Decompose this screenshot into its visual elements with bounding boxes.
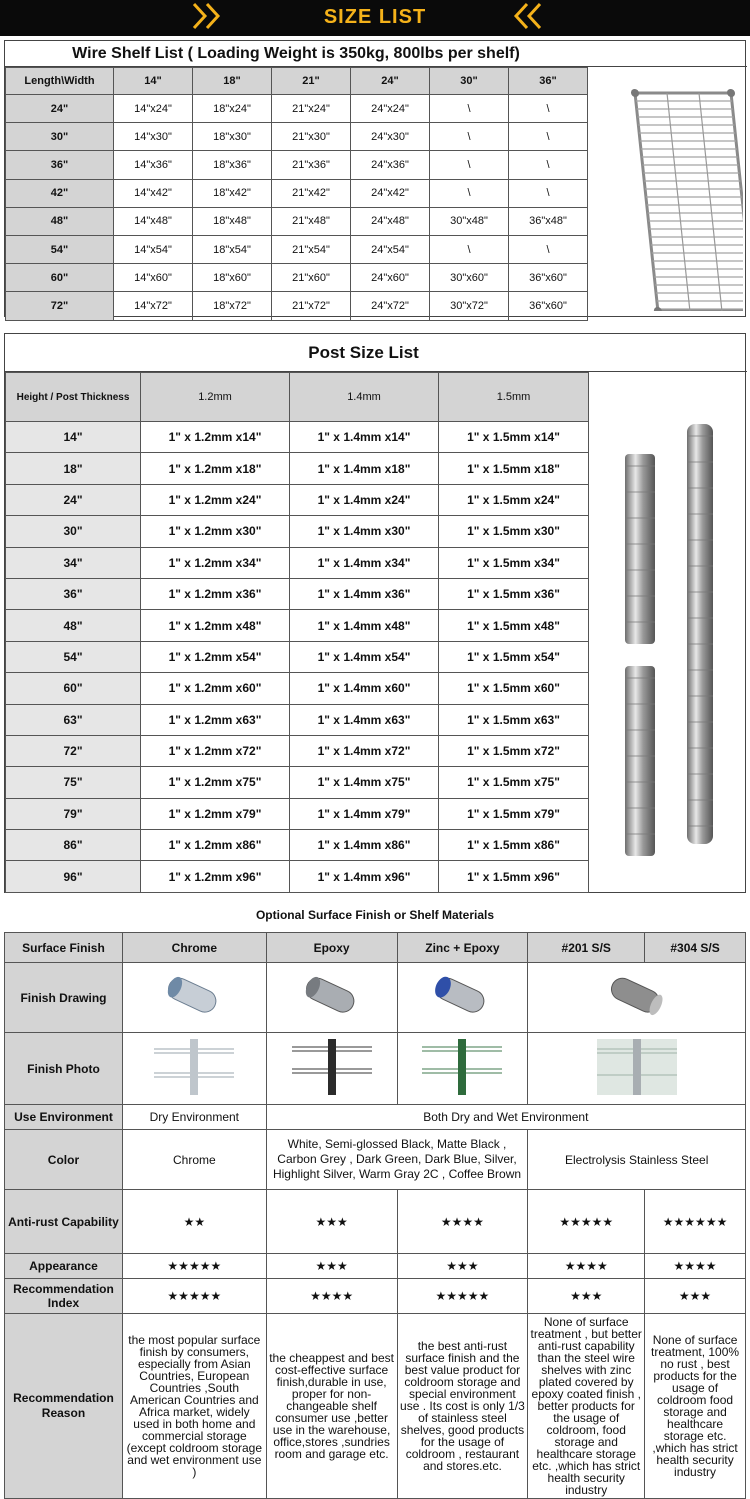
post-size-cell: 1" x 1.4mm x24"	[290, 484, 439, 515]
ss-photo	[528, 1033, 746, 1105]
post-size-cell: 1" x 1.5mm x36"	[439, 578, 589, 609]
tube-stainless-icon	[602, 971, 672, 1021]
wire-shelf-image	[595, 71, 743, 311]
post-size-cell: 1" x 1.5mm x34"	[439, 547, 589, 578]
shelf-size-cell: 21"x60"	[272, 264, 351, 292]
shelf-size-cell: 14"x48"	[114, 207, 193, 235]
appearance-rating: ★★★★★	[122, 1254, 266, 1279]
post-row	[6, 610, 589, 641]
chrome-drawing	[122, 963, 266, 1033]
shelf-size-cell: 18"x48"	[193, 207, 272, 235]
post-size-cell: 1" x 1.2mm x30"	[141, 516, 290, 547]
post-size-cell: 1" x 1.4mm x36"	[290, 578, 439, 609]
appearance-label: Appearance	[5, 1254, 123, 1279]
color-chrome: Chrome	[122, 1130, 266, 1190]
shelf-corner-header: Length\Width	[6, 68, 114, 95]
use-env-label: Use Environment	[5, 1105, 123, 1130]
finish-photo-label: Finish Photo	[5, 1033, 123, 1105]
post-size-cell: 1" x 1.2mm x60"	[141, 673, 290, 704]
shelf-size-cell: 21"x24"	[272, 95, 351, 123]
shelf-size-cell: 21"x48"	[272, 207, 351, 235]
reason-201-ss: None of surface treatment , but better anti-rust capability than the steel wire shelves with zinc plated covered by epoxy coated finish , better products for the usage of coldroom, food storage and healthcare storage etc. ,which has strict health security industry	[528, 1314, 645, 1499]
shelf-row	[6, 207, 588, 235]
shelf-size-cell: \	[430, 123, 509, 151]
post-size-cell: 1" x 1.4mm x14"	[290, 422, 439, 453]
epoxy-photo	[266, 1033, 397, 1105]
shelf-size-cell: 14"x36"	[114, 151, 193, 179]
shelf-size-cell: 24"x36"	[351, 151, 430, 179]
post-size-cell: 1" x 1.2mm x34"	[141, 547, 290, 578]
post-height-label: 48"	[6, 610, 141, 641]
post-size-cell: 1" x 1.5mm x18"	[439, 453, 589, 484]
env-chrome: Dry Environment	[122, 1105, 266, 1130]
post-row	[6, 453, 589, 484]
epoxy-drawing	[266, 963, 397, 1033]
post-thickness-header: 1.2mm	[141, 373, 290, 422]
color-label: Color	[5, 1130, 123, 1190]
post-size-cell: 1" x 1.5mm x72"	[439, 735, 589, 766]
shelf-size-cell: 14"x60"	[114, 264, 193, 292]
post-height-label: 14"	[6, 422, 141, 453]
post-size-cell: 1" x 1.5mm x14"	[439, 422, 589, 453]
post-row	[6, 704, 589, 735]
post-thickness-header: 1.5mm	[439, 373, 589, 422]
antirust-rating: ★★★★★	[528, 1190, 645, 1254]
shelf-row	[6, 179, 588, 207]
shelf-size-cell: 30"x60"	[430, 264, 509, 292]
shelf-size-cell: 21"x36"	[272, 151, 351, 179]
post-height-label: 79"	[6, 798, 141, 829]
post-size-cell: 1" x 1.4mm x30"	[290, 516, 439, 547]
antirust-rating: ★★★	[266, 1190, 397, 1254]
shelf-length-label: 42"	[6, 179, 114, 207]
post-size-cell: 1" x 1.2mm x72"	[141, 735, 290, 766]
reason-304-ss: None of surface treatment, 100% no rust , best products for the usage of coldroom food storage and healthcare storage etc. ,which has strict health security industry	[645, 1314, 746, 1499]
shelf-size-cell: 36"x60"	[509, 264, 588, 292]
post-size-cell: 1" x 1.5mm x60"	[439, 673, 589, 704]
shelf-row	[6, 264, 588, 292]
post-size-cell: 1" x 1.5mm x79"	[439, 798, 589, 829]
shelf-length-label: 60"	[6, 264, 114, 292]
post-size-cell: 1" x 1.5mm x86"	[439, 830, 589, 861]
shelf-size-cell: 14"x30"	[114, 123, 193, 151]
tube-zinc-epoxy-icon	[427, 971, 497, 1021]
shelf-size-cell: \	[509, 95, 588, 123]
post-grid	[5, 372, 589, 893]
post-size-cell: 1" x 1.4mm x48"	[290, 610, 439, 641]
shelf-length-label: 54"	[6, 235, 114, 263]
shelf-grid	[5, 67, 588, 321]
shelf-size-cell: 24"x48"	[351, 207, 430, 235]
post-table-title: Post Size List	[5, 334, 747, 372]
post-size-cell: 1" x 1.2mm x18"	[141, 453, 290, 484]
post-height-label: 96"	[6, 861, 141, 892]
appearance-rating: ★★★★	[528, 1254, 645, 1279]
post-size-cell: 1" x 1.2mm x54"	[141, 641, 290, 672]
post-size-cell: 1" x 1.2mm x63"	[141, 704, 290, 735]
shelf-row	[6, 123, 588, 151]
post-size-table	[4, 333, 746, 893]
header-banner	[0, 0, 750, 36]
shelf-length-label: 72"	[6, 292, 114, 320]
shelf-size-cell: 18"x36"	[193, 151, 272, 179]
shelf-size-cell: \	[430, 179, 509, 207]
post-size-cell: 1" x 1.2mm x96"	[141, 861, 290, 892]
post-size-cell: 1" x 1.2mm x86"	[141, 830, 290, 861]
index-rating: ★★★★★	[122, 1279, 266, 1314]
post-row	[6, 830, 589, 861]
reason-epoxy: the cheappest and best cost-effective surface finish,durable in use, proper for non-changeable shelf consumer use ,better use in the warehouse, office,stores ,sundries room and garage etc.	[266, 1314, 397, 1499]
post-size-cell: 1" x 1.2mm x24"	[141, 484, 290, 515]
post-size-cell: 1" x 1.2mm x75"	[141, 767, 290, 798]
tube-epoxy-icon	[297, 971, 367, 1021]
shelf-size-cell: 21"x30"	[272, 123, 351, 151]
post-size-cell: 1" x 1.4mm x63"	[290, 704, 439, 735]
shelf-size-cell: 30"x48"	[430, 207, 509, 235]
shelf-size-cell: 14"x42"	[114, 179, 193, 207]
post-size-cell: 1" x 1.5mm x54"	[439, 641, 589, 672]
col-304-ss: #304 S/S	[645, 933, 746, 963]
shelf-size-cell: 18"x72"	[193, 292, 272, 320]
appearance-rating: ★★★★	[645, 1254, 746, 1279]
shelf-size-cell: 24"x30"	[351, 123, 430, 151]
shelf-size-cell: 30"x72"	[430, 292, 509, 320]
shelf-width-header: 36"	[509, 68, 588, 95]
shelf-size-cell: 18"x42"	[193, 179, 272, 207]
post-corner-header: Height / Post Thickness	[6, 373, 141, 422]
post-row	[6, 861, 589, 892]
shelf-size-cell: 14"x72"	[114, 292, 193, 320]
shelf-size-cell: \	[509, 235, 588, 263]
antirust-label: Anti-rust Capability	[5, 1190, 123, 1254]
shelf-size-cell: 14"x54"	[114, 235, 193, 263]
shelf-width-header: 18"	[193, 68, 272, 95]
index-rating: ★★★	[528, 1279, 645, 1314]
surface-finish-label: Surface Finish	[5, 933, 123, 963]
shelf-size-cell: 18"x60"	[193, 264, 272, 292]
shelf-size-cell: 21"x42"	[272, 179, 351, 207]
post-size-cell: 1" x 1.4mm x75"	[290, 767, 439, 798]
post-height-label: 72"	[6, 735, 141, 766]
post-size-cell: 1" x 1.5mm x96"	[439, 861, 589, 892]
shelf-size-cell: 24"x54"	[351, 235, 430, 263]
post-size-cell: 1" x 1.4mm x60"	[290, 673, 439, 704]
post-size-cell: 1" x 1.4mm x96"	[290, 861, 439, 892]
shelf-size-cell: \	[509, 123, 588, 151]
post-row	[6, 484, 589, 515]
post-size-cell: 1" x 1.2mm x79"	[141, 798, 290, 829]
post-height-label: 18"	[6, 453, 141, 484]
post-row	[6, 735, 589, 766]
post-row	[6, 673, 589, 704]
index-rating: ★★★★★	[397, 1279, 528, 1314]
post-height-label: 86"	[6, 830, 141, 861]
shelf-size-cell: 21"x54"	[272, 235, 351, 263]
chrome-shelf-photo	[154, 1039, 234, 1095]
post-size-cell: 1" x 1.5mm x75"	[439, 767, 589, 798]
chevron-left-icon	[526, 2, 542, 30]
shelf-size-cell: 14"x24"	[114, 95, 193, 123]
shelf-length-label: 24"	[6, 95, 114, 123]
post-size-cell: 1" x 1.4mm x18"	[290, 453, 439, 484]
reason-chrome: the most popular surface finish by consumers, especially from Asian Countries, European Countries ,South American Countries and Africa market, widely used in both home and commercial storage (except coldroom storage and wet environment use )	[122, 1314, 266, 1499]
shelf-size-cell: \	[430, 235, 509, 263]
post-size-cell: 1" x 1.4mm x86"	[290, 830, 439, 861]
shelf-size-cell: \	[430, 95, 509, 123]
col-chrome: Chrome	[122, 933, 266, 963]
shelf-size-cell: 21"x72"	[272, 292, 351, 320]
wire-shelf-table	[4, 40, 746, 317]
post-size-cell: 1" x 1.4mm x34"	[290, 547, 439, 578]
finish-section-title: Optional Surface Finish or Shelf Materials	[255, 908, 495, 922]
ss-shelf-photo	[597, 1039, 677, 1095]
post-size-cell: 1" x 1.4mm x72"	[290, 735, 439, 766]
post-height-label: 24"	[6, 484, 141, 515]
post-row	[6, 578, 589, 609]
antirust-rating: ★★★★★★	[645, 1190, 746, 1254]
tube-chrome-icon	[159, 971, 229, 1021]
ss-drawing	[528, 963, 746, 1033]
env-other: Both Dry and Wet Environment	[266, 1105, 745, 1130]
shelf-length-label: 36"	[6, 151, 114, 179]
finish-table	[4, 932, 746, 1499]
zinc-drawing	[397, 963, 528, 1033]
shelf-row	[6, 292, 588, 320]
shelf-length-label: 48"	[6, 207, 114, 235]
shelf-size-cell: \	[509, 151, 588, 179]
shelf-size-cell: 24"x60"	[351, 264, 430, 292]
post-size-cell: 1" x 1.5mm x63"	[439, 704, 589, 735]
shelf-table-title: Wire Shelf List ( Loading Weight is 350kg, 800lbs per shelf)	[5, 41, 747, 67]
shelf-size-cell: 36"x60"	[509, 292, 588, 320]
shelf-size-cell: 24"x24"	[351, 95, 430, 123]
chrome-photo	[122, 1033, 266, 1105]
post-height-label: 30"	[6, 516, 141, 547]
shelf-width-header: 14"	[114, 68, 193, 95]
col-201-ss: #201 S/S	[528, 933, 645, 963]
reason-label: Recommendation Reason	[5, 1314, 123, 1499]
shelf-size-cell: 24"x72"	[351, 292, 430, 320]
post-height-label: 63"	[6, 704, 141, 735]
shelf-row	[6, 95, 588, 123]
post-size-cell: 1" x 1.5mm x48"	[439, 610, 589, 641]
post-thickness-header: 1.4mm	[290, 373, 439, 422]
finish-drawing-label: Finish Drawing	[5, 963, 123, 1033]
epoxy-shelf-photo	[292, 1039, 372, 1095]
shelf-width-header: 21"	[272, 68, 351, 95]
shelf-row	[6, 235, 588, 263]
color-epoxy: White, Semi-glossed Black, Matte Black , Carbon Grey , Dark Green, Dark Blue, Silver, Highlight Silver, Warm Gray 2C , Coffee Brown	[266, 1130, 528, 1190]
index-rating: ★★★★	[266, 1279, 397, 1314]
index-rating: ★★★	[645, 1279, 746, 1314]
antirust-rating: ★★★★	[397, 1190, 528, 1254]
post-height-label: 75"	[6, 767, 141, 798]
color-ss: Electrolysis Stainless Steel	[528, 1130, 746, 1190]
post-row	[6, 422, 589, 453]
post-image	[605, 424, 743, 864]
post-height-label: 34"	[6, 547, 141, 578]
post-size-cell: 1" x 1.5mm x30"	[439, 516, 589, 547]
post-size-cell: 1" x 1.5mm x24"	[439, 484, 589, 515]
shelf-size-cell: 24"x42"	[351, 179, 430, 207]
shelf-size-cell: 18"x30"	[193, 123, 272, 151]
index-label: Recommendation Index	[5, 1279, 123, 1314]
col-epoxy: Epoxy	[266, 933, 397, 963]
post-size-cell: 1" x 1.2mm x48"	[141, 610, 290, 641]
banner-title: SIZE LIST	[323, 6, 427, 28]
post-height-label: 54"	[6, 641, 141, 672]
post-row	[6, 547, 589, 578]
shelf-width-header: 24"	[351, 68, 430, 95]
post-height-label: 60"	[6, 673, 141, 704]
post-size-cell: 1" x 1.4mm x54"	[290, 641, 439, 672]
appearance-rating: ★★★	[397, 1254, 528, 1279]
shelf-row	[6, 151, 588, 179]
shelf-size-cell: 18"x24"	[193, 95, 272, 123]
post-height-label: 36"	[6, 578, 141, 609]
shelf-size-cell: \	[430, 151, 509, 179]
post-row	[6, 516, 589, 547]
post-row	[6, 641, 589, 672]
antirust-rating: ★★	[122, 1190, 266, 1254]
post-row	[6, 798, 589, 829]
col-zinc-epoxy: Zinc + Epoxy	[397, 933, 528, 963]
post-row	[6, 767, 589, 798]
post-size-cell: 1" x 1.2mm x36"	[141, 578, 290, 609]
shelf-size-cell: 36"x48"	[509, 207, 588, 235]
post-size-cell: 1" x 1.2mm x14"	[141, 422, 290, 453]
shelf-size-cell: 18"x54"	[193, 235, 272, 263]
appearance-rating: ★★★	[266, 1254, 397, 1279]
shelf-length-label: 30"	[6, 123, 114, 151]
reason-zinc: the best anti-rust surface finish and the best value product for coldroom storage and special environment use . Its cost is only 1/3 of stainless steel shelves, good products for the usage of coldroom , restaurant and stores.etc.	[397, 1314, 528, 1499]
zinc-shelf-photo	[422, 1039, 502, 1095]
shelf-width-header: 30"	[430, 68, 509, 95]
zinc-photo	[397, 1033, 528, 1105]
shelf-size-cell: \	[509, 179, 588, 207]
post-size-cell: 1" x 1.4mm x79"	[290, 798, 439, 829]
